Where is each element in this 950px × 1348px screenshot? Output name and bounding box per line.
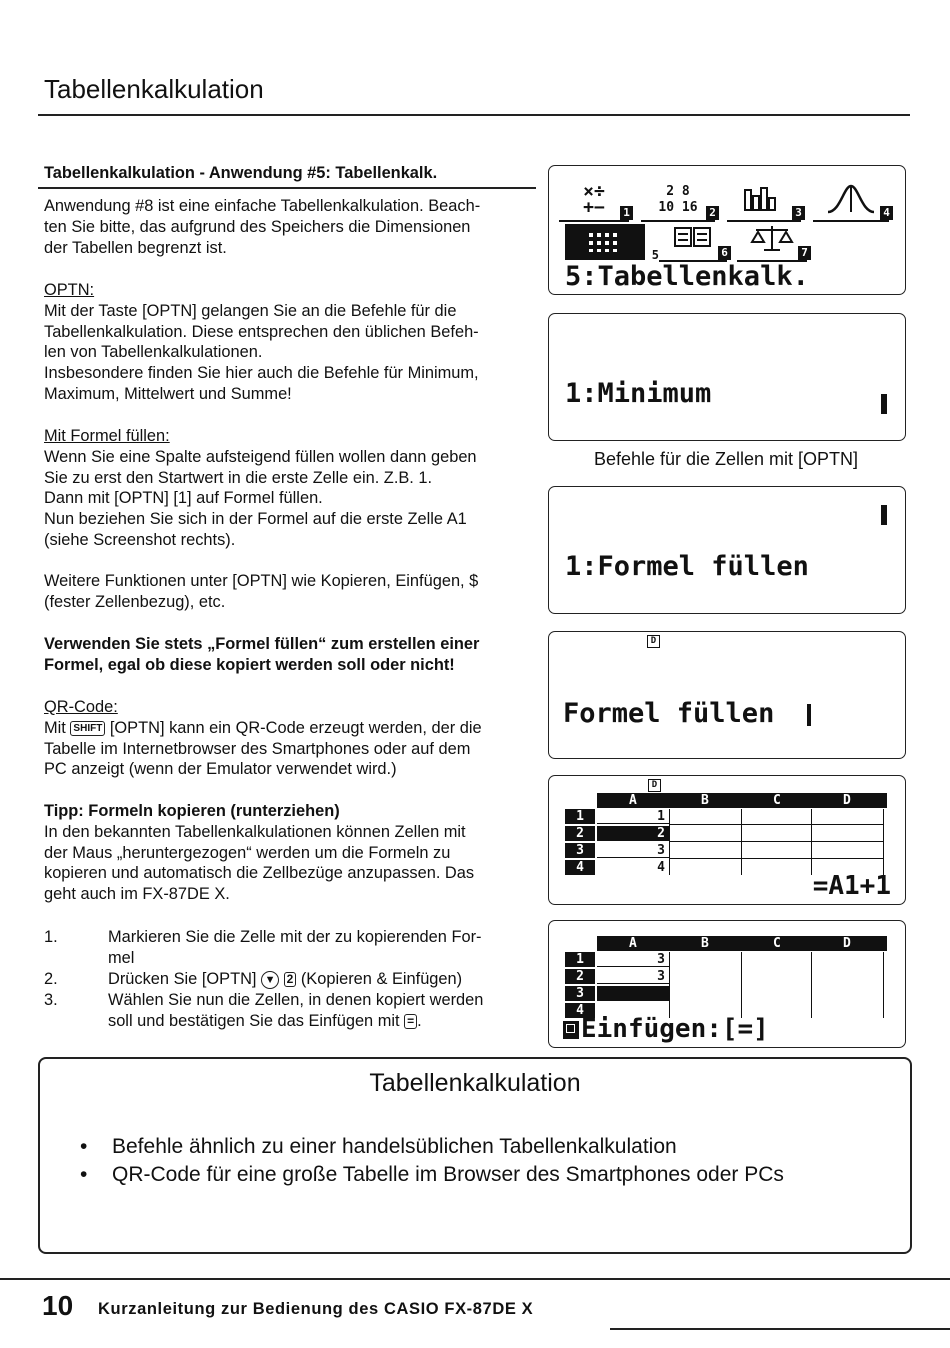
degree-mode-indicator: D xyxy=(648,779,661,792)
optn-section xyxy=(44,280,536,405)
summary-box xyxy=(38,1057,912,1254)
optn-menu-screen-1 xyxy=(548,313,906,441)
spreadsheet-screen-2 xyxy=(548,920,906,1048)
step-item xyxy=(44,969,536,990)
step-item xyxy=(44,927,536,969)
grid-line xyxy=(669,858,883,859)
app-number-label: 5 xyxy=(651,248,659,262)
optn-line: Insbesondere finden Sie hier auch die Befehle für Minimum, xyxy=(44,364,479,383)
formel-line: Nun beziehen Sie sich in der Formel auf die erste Zelle A1 xyxy=(44,510,467,529)
key-2-icon: 2 xyxy=(284,972,297,987)
column-header[interactable]: D xyxy=(843,936,851,951)
spreadsheet-grid-icon xyxy=(585,229,625,255)
text-cursor xyxy=(807,704,811,726)
qr-line: PC anzeigt (wenn der Emulator verwendet wird.) xyxy=(44,760,397,779)
page-title: Tabellenkalkulation xyxy=(44,74,264,104)
row-header[interactable]: 3 xyxy=(565,843,595,858)
paste-status: Einfügen:[=] xyxy=(581,1014,769,1044)
steps-list xyxy=(44,927,536,1032)
spreadsheet-cell[interactable]: 3 xyxy=(597,952,669,967)
formel-line: Dann mit [OPTN] [1] auf Formel füllen. xyxy=(44,489,323,508)
formula-fill-lines xyxy=(563,646,774,759)
spreadsheet-app-icon[interactable] xyxy=(565,224,659,262)
summary-title: Tabellenkalkulation xyxy=(369,1069,581,1097)
down-arrow-key-icon: ▼ xyxy=(261,971,279,989)
shift-key-icon: SHIFT xyxy=(70,721,105,736)
step-text: soll und bestätigen Sie das Einfügen mit xyxy=(108,1011,400,1030)
grid-line xyxy=(811,952,812,1018)
footer-text: Kurzanleitung zur Bedienung des CASIO FX-87DE X xyxy=(98,1300,534,1318)
base-n-app-icon xyxy=(641,184,715,222)
page-number: 10 xyxy=(42,1290,74,1321)
row-header[interactable]: 2 xyxy=(565,969,595,984)
footer-underline xyxy=(610,1328,950,1330)
calc-app-icon xyxy=(559,181,630,222)
calculator-menu-screen xyxy=(548,165,906,295)
app-number-badge: 2 xyxy=(706,206,719,220)
warning-line: Formel, egal ob diese kopiert werden soll oder nicht! xyxy=(44,655,455,674)
optn-line: Maximum, Mittelwert und Summe! xyxy=(44,384,292,403)
formel-label: Mit Formel füllen: xyxy=(44,427,170,445)
summary-bullet-text: Befehle ähnlich zu einer handelsüblichen Tabellenkalkulation xyxy=(112,1135,677,1158)
bar-chart-icon xyxy=(741,184,787,212)
summary-bullet: • QR-Code für eine große Tabelle im Browser des Smartphones oder PCs xyxy=(80,1163,784,1186)
intro-line: der Tabellen begrenzt ist. xyxy=(44,238,227,257)
row-header[interactable]: 1 xyxy=(565,952,595,967)
heading-divider xyxy=(38,187,536,189)
spreadsheet-cell[interactable]: 4 xyxy=(657,860,665,875)
optn-menu-item[interactable]: 1:Formel füllen xyxy=(565,551,809,582)
scale-icon xyxy=(750,224,794,252)
spreadsheet-cell-selected[interactable] xyxy=(597,986,669,1001)
tipp-section xyxy=(44,801,536,905)
paste-icon xyxy=(563,1021,579,1039)
bell-curve-icon xyxy=(826,184,876,214)
app-number-badge: 3 xyxy=(792,206,805,220)
optn-menu-item[interactable]: 1:Minimum xyxy=(565,378,712,409)
row-header[interactable]: 4 xyxy=(565,860,595,875)
tipp-line: In den bekannten Tabellenkalkulationen können Zellen mit xyxy=(44,822,466,841)
summary-bullet-text: QR-Code für eine große Tabelle im Browser des Smartphones oder PCs xyxy=(112,1163,784,1186)
optn-line: Mit der Taste [OPTN] gelangen Sie an die Befehle für die xyxy=(44,301,457,320)
column-header[interactable]: C xyxy=(773,936,781,951)
optn-menu-list xyxy=(565,326,760,441)
equation-app-icon xyxy=(737,224,807,262)
grid-line xyxy=(669,809,670,875)
formula-fill-screen xyxy=(548,631,906,759)
optn-line: Tabellenkalkulation. Diese entsprechen den üblichen Befeh- xyxy=(44,322,479,341)
warning-note xyxy=(44,634,536,676)
grid-line xyxy=(669,952,670,1018)
qr-line: Tabelle im Internetbrowser des Smartphones oder auf dem xyxy=(44,739,471,758)
title-divider xyxy=(38,114,910,116)
intro-line: ten Sie bitte, das aufgrund des Speichers die Dimensionen xyxy=(44,217,471,236)
scroll-indicator xyxy=(881,394,887,414)
row-header[interactable]: 1 xyxy=(565,809,595,824)
warning-line: Verwenden Sie stets „Formel füllen“ zum erstellen einer xyxy=(44,635,480,653)
optn-label: OPTN: xyxy=(44,281,95,299)
qr-section xyxy=(44,697,536,780)
step-text: Markieren Sie die Zelle mit der zu kopierenden For- xyxy=(108,928,482,946)
formel-line: Sie zu erst den Startwert in die erste Zelle ein. Z.B. 1. xyxy=(44,468,433,487)
step-text: Wählen Sie nun die Zellen, in denen kopiert werden xyxy=(108,991,484,1009)
grid-line xyxy=(883,952,884,1018)
tipp-line: kopieren und automatisch die Zellbezüge anzupassen. Das xyxy=(44,864,475,883)
weitere-line: Weitere Funktionen unter [OPTN] wie Kopieren, Einfügen, $ xyxy=(44,572,479,590)
app-number-badge: 7 xyxy=(798,246,811,260)
statistics-app-icon xyxy=(727,184,801,222)
spreadsheet-cell[interactable]: 3 xyxy=(597,969,669,984)
intro-line: Anwendung #8 ist eine einfache Tabellenkalkulation. Beach- xyxy=(44,197,481,215)
tipp-line: geht auch im FX-87DE X. xyxy=(44,885,230,904)
calc-app-glyph: ×÷ +− xyxy=(583,181,605,218)
step-text: mel xyxy=(108,948,135,967)
footer-divider xyxy=(0,1278,950,1280)
optn-caption: Befehle für die Zellen mit [OPTN] xyxy=(593,449,859,469)
grid-line xyxy=(811,809,812,875)
app-number-badge: 4 xyxy=(880,206,893,220)
tipp-label: Tipp: Formeln kopieren (runterziehen) xyxy=(44,802,340,820)
formel-line: (siehe Screenshot rechts). xyxy=(44,530,236,549)
equals-key-icon: = xyxy=(404,1014,417,1029)
cell-formula-display: =A1+1 xyxy=(812,871,891,901)
grid-line xyxy=(883,809,884,875)
qr-label: QR-Code: xyxy=(44,698,118,716)
column-header[interactable]: B xyxy=(701,936,709,951)
intro-paragraph xyxy=(44,196,536,258)
formula-fill-title: Formel füllen xyxy=(563,698,775,729)
scroll-indicator xyxy=(881,505,887,525)
menu-caption: 5:Tabellenkalk. xyxy=(565,261,809,292)
spreadsheet-cell-selected[interactable]: 2 xyxy=(597,826,669,841)
spreadsheet-cell[interactable]: 1 xyxy=(597,809,669,824)
qr-post-text: [OPTN] kann ein QR-Code erzeugt werden, der die xyxy=(109,718,482,737)
table-icon xyxy=(672,224,714,250)
app-number-badge: 6 xyxy=(718,246,731,260)
grid-line xyxy=(741,952,742,1018)
spreadsheet-screen-1 xyxy=(548,775,906,905)
weitere-line: (fester Zellenbezug), etc. xyxy=(44,592,226,611)
summary-bullet: • Befehle ähnlich zu einer handelsüblichen Tabellenkalkulation xyxy=(80,1135,677,1158)
step-item: 3. Wählen Sie nun die Zellen, in denen kopiert werden soll und bestätigen Sie das Einfügen mit = . xyxy=(44,991,484,1030)
step-text: Drücken Sie [OPTN] xyxy=(108,970,257,988)
formel-section xyxy=(44,426,536,551)
optn-menu-screen-2 xyxy=(548,486,906,614)
column-header-row xyxy=(597,793,887,808)
spreadsheet-cell[interactable]: 3 xyxy=(597,843,669,858)
column-header[interactable]: A xyxy=(629,936,637,951)
row-header[interactable]: 4 xyxy=(565,1003,595,1018)
optn-menu-list xyxy=(565,499,841,614)
column-header[interactable]: D xyxy=(843,793,851,808)
base-n-glyph: 2 8 10 16 xyxy=(658,184,698,215)
weitere-section xyxy=(44,571,536,613)
distribution-app-icon xyxy=(813,184,889,222)
row-header[interactable]: 3 xyxy=(565,986,595,1001)
optn-line: len von Tabellenkalkulationen. xyxy=(44,343,263,362)
step-text: (Kopieren & Einfügen) xyxy=(300,970,463,988)
step-number: 2. xyxy=(44,970,58,988)
formel-line: Wenn Sie eine Spalte aufsteigend füllen wollen dann geben xyxy=(44,447,477,466)
section-heading: Tabellenkalkulation - Anwendung #5: Tabellenkalk. xyxy=(44,164,438,182)
step-number: 3. xyxy=(44,991,58,1009)
tipp-line: der Maus „heruntergezogen“ werden um die Formeln zu xyxy=(44,843,451,862)
row-header[interactable]: 2 xyxy=(565,826,595,841)
app-number-badge: 1 xyxy=(620,206,633,220)
column-header[interactable]: B xyxy=(701,793,709,808)
column-header[interactable]: A xyxy=(629,793,637,808)
qr-pre-text: Mit xyxy=(44,718,66,737)
step-number: 1. xyxy=(44,928,58,946)
grid-line xyxy=(669,824,883,825)
degree-mode-indicator: D xyxy=(647,635,660,648)
column-header[interactable]: C xyxy=(773,793,781,808)
qr-line xyxy=(44,718,536,739)
grid-line xyxy=(741,809,742,875)
column-header-row xyxy=(597,936,887,951)
summary-list xyxy=(80,1133,784,1189)
grid-line xyxy=(669,841,883,842)
table-app-icon xyxy=(659,224,727,262)
